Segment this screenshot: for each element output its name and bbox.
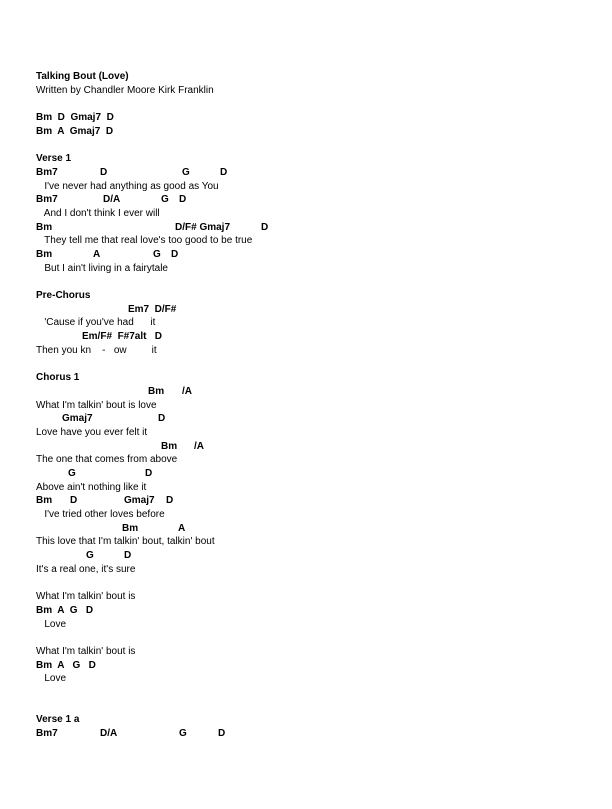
lyric-line: But I ain't living in a fairytale [36,262,168,274]
chord-line [36,549,596,563]
chord: /A [182,385,192,397]
section-heading-verse-1a: Verse 1 a [36,714,80,726]
chord: Bm [161,440,178,452]
chord: Bm [148,385,165,397]
chord: /A [194,440,204,452]
lyric-line: Then you kn - ow it [36,344,157,356]
chord: A [178,522,186,534]
chord-line [36,221,596,235]
chord-line [36,385,596,399]
section-heading-pre-chorus: Pre-Chorus [36,290,91,301]
chord-line: Bm A G D [36,604,94,616]
lyric-line: It's a real one, it's sure [36,563,136,575]
chord: A [93,248,101,260]
chord: D [179,194,187,206]
chord: D/F# Gmaj7 [175,221,231,233]
chord-line [36,330,596,344]
chord: Bm [36,248,53,260]
chord: G [179,728,187,739]
song-title: Talking Bout (Love) [36,71,129,82]
chord-line [36,193,596,207]
lyric-line: What I'm talkin' bout is love [36,399,157,411]
chord-line: Bm A G D [36,659,96,671]
chord: D [70,495,78,507]
chord: Em7 D/F# [128,303,177,315]
lyric-line: This love that I'm talkin' bout, talkin' bout [36,536,215,548]
chord: Bm [36,495,53,507]
chord: G [153,248,161,260]
chord-line [36,248,596,262]
chord-line [36,440,596,454]
song-credits: Written by Chandler Moore Kirk Franklin [36,84,214,96]
lyric-line: What I'm talkin' bout is [36,591,136,603]
chord: Bm7 [36,194,58,206]
chord: D [218,728,226,739]
chord: D [124,550,132,562]
intro-chords-2: Bm A Gmaj7 D [36,125,114,137]
chord: G [161,194,169,206]
chord: D/A [103,194,121,206]
section-heading-verse-1: Verse 1 [36,153,72,165]
chord: Em/F# F#7alt D [82,331,163,343]
chord-line [36,303,596,317]
chord: D [171,248,179,260]
chord: Gmaj7 [124,495,155,507]
lyric-line: What I'm talkin' bout is [36,645,136,657]
lyric-line: 'Cause if you've had it [36,317,156,329]
lyric-line: They tell me that real love's too good to be true [36,235,253,247]
chord-line [36,412,596,426]
chord: D/A [100,728,118,739]
intro-chords-1: Bm D Gmaj7 D [36,112,114,124]
chord: Bm [122,522,139,534]
chord: Bm7 [36,728,58,739]
lyric-line: Love [36,618,67,630]
chord: D [158,413,166,425]
chord: D [145,467,153,479]
lyric-line: Love [36,673,67,685]
chord: Gmaj7 [62,413,93,425]
lyric-line: Love have you ever felt it [36,426,148,438]
chord-line [36,494,596,508]
chord-line [36,727,596,741]
chord: Bm [36,221,53,233]
chord-line [36,522,596,536]
lyric-line: Above ain't nothing like it [36,481,147,493]
chord-line [36,166,596,180]
lyric-line: I've never had anything as good as You [36,180,219,192]
lyric-line: And I don't think I ever will [36,207,160,219]
chord: D [261,221,269,233]
chord: D [100,166,108,178]
chord: G [86,550,94,562]
chord-line [36,467,596,481]
chord-sheet [36,70,596,741]
chord: D [220,166,228,178]
chord: G [68,467,76,479]
lyric-line: The one that comes from above [36,454,178,466]
chord: Bm7 [36,166,58,178]
chord: G [182,166,190,178]
chord: D [166,495,174,507]
lyric-line: I've tried other loves before [36,509,165,520]
section-heading-chorus-1: Chorus 1 [36,372,80,384]
